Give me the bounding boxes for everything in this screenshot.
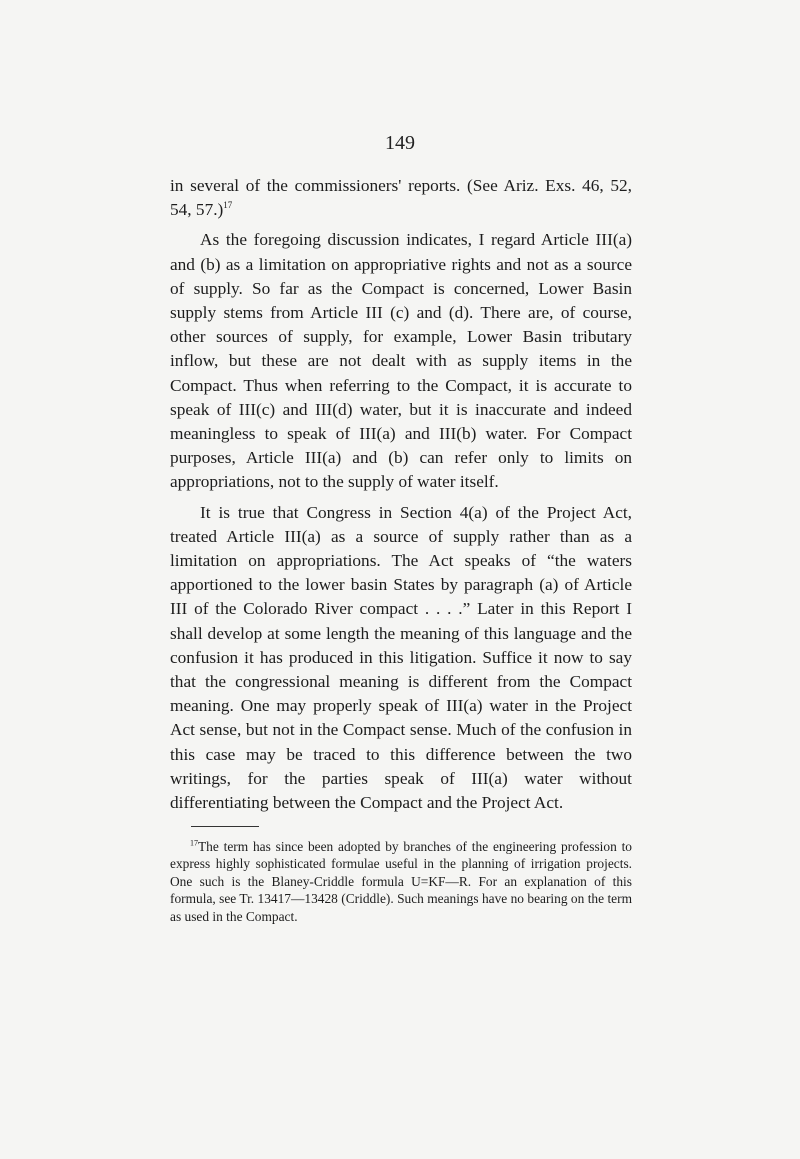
- footnote-reference: 17: [223, 200, 233, 211]
- footnote-text: The term has since been adopted by branches of the engineering profession to express highly sophisticated formulae useful in the planning of irrigation projects. One such is the Blaney-Criddle formula U=KF—R. For an explanation of this formula, see Tr. 13417—13428 (Criddle). Such meanings have no bearing on the term as used in the Compact.: [170, 839, 632, 924]
- body-text: [170, 174, 632, 815]
- paragraph: It is true that Congress in Section 4(a) of the Project Act, treated Article III(a) as a source of supply rather than as a limitation on appropriations. The Act speaks of “the waters apportioned to the lower basin States by paragraph (a) of Article III of the Colorado River compact . . . .” Later in this Report I shall develop at some length the meaning of this language and the confusion it has produced in this litigation. Suffice it now to say that the congressional meaning is different from the Compact meaning. One may properly speak of III(a) water in the Project Act sense, but not in the Compact sense. Much of the confusion in this case may be traced to this difference between the two writings, for the parties speak of III(a) water without differentiating between the Compact and the Project Act.: [170, 502, 632, 813]
- paragraph-text: in several of the commissioners' reports. (See Ariz. Exs. 46, 52, 54, 57.): [170, 176, 632, 220]
- page-number: 149: [385, 132, 415, 154]
- footnote-divider: [191, 826, 259, 827]
- footnote-marker: 17: [190, 838, 198, 848]
- paragraph-continued: [170, 174, 632, 222]
- paragraph: As the foregoing discussion indicates, I regard Article III(a) and (b) as a limitation on appropriative rights and not as a source of supply. So far as the Compact is concerned, Lower Basin supply stems from Article III (c) and (d). There are, of course, other sources of supply, for example, Lower Basin tributary inflow, but these are not dealt with as supply items in the Compact. Thus when referring to the Compact, it is accurate to speak of III(c) and III(d) water, but it is inaccurate and indeed meaningless to speak of III(a) and III(b) water. For Compact purposes, Article III(a) and (b) can refer only to limits on appropriations, not to the supply of water itself.: [170, 230, 632, 492]
- footnote: [170, 838, 632, 925]
